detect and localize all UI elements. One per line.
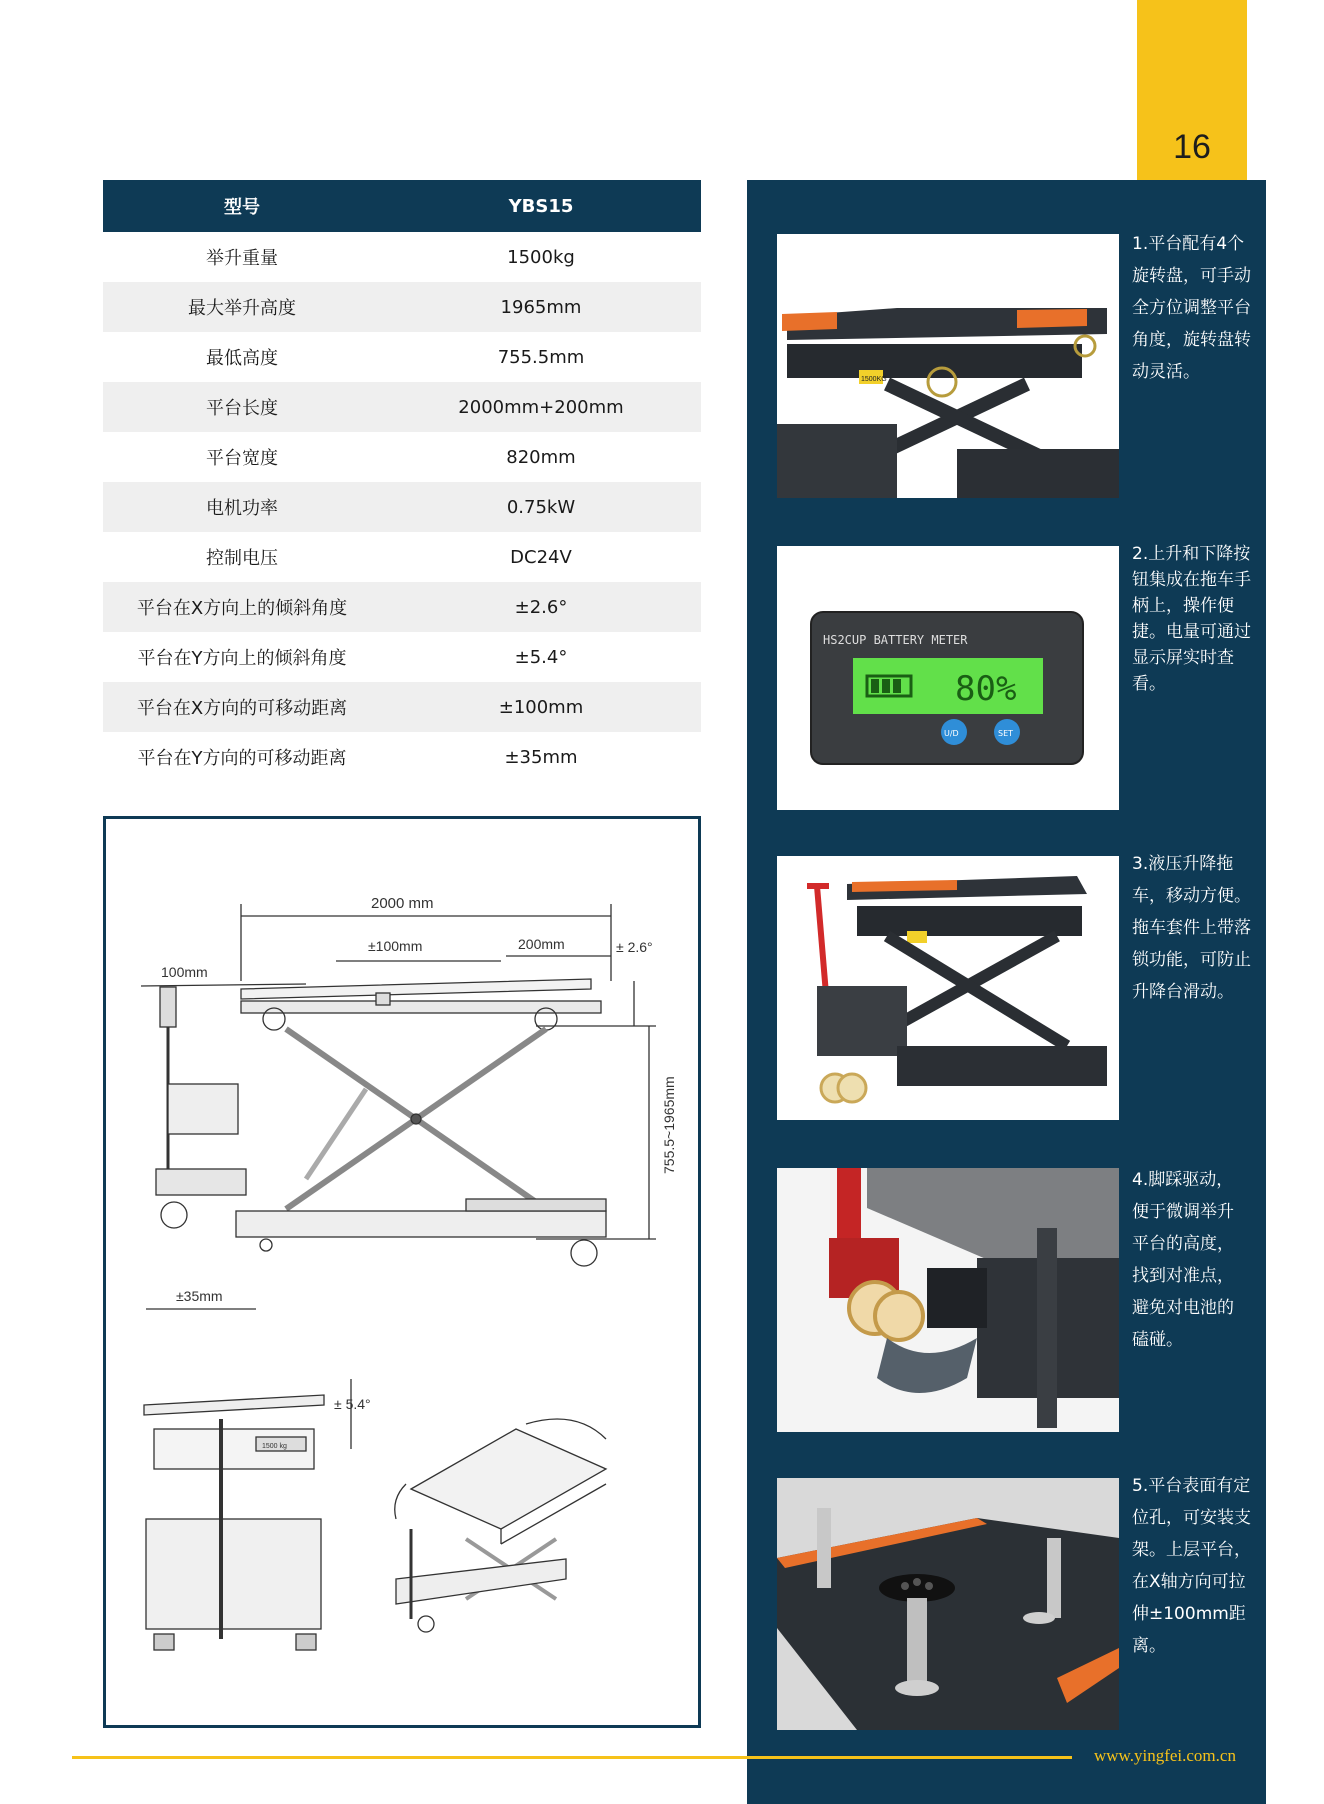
spec-label: 最低高度	[206, 348, 278, 369]
pallet-truck-body	[156, 1169, 246, 1195]
spec-label: 最大举升高度	[103, 282, 381, 332]
photo-battery-meter	[777, 546, 1119, 810]
button-ud: U/D	[944, 729, 959, 738]
table-row	[103, 582, 701, 632]
technical-drawing-svg	[106, 819, 698, 1725]
feature-text-2: 2.上升和下降按 钮集成在拖车手 柄上，操作便 捷。电量可通过 显示屏实时查 看。	[1132, 544, 1251, 694]
spec-table-header	[103, 180, 701, 232]
dim-length-label: 2000 mm	[371, 895, 434, 912]
battery-box	[168, 1084, 238, 1134]
photo-hydraulic-truck	[777, 856, 1119, 1120]
spec-label: 平台宽度	[206, 448, 278, 469]
front-wheel	[296, 1634, 316, 1650]
button-set: SET	[998, 729, 1014, 738]
table-row	[103, 332, 701, 382]
base-frame	[236, 1211, 606, 1237]
model-label: 型号	[103, 180, 381, 232]
base-wheel	[571, 1240, 597, 1266]
page-number: 16	[1173, 128, 1211, 166]
feature-text-5: 5.平台表面有定 位孔，可安装支 架。上层平台， 在X轴方向可拉 伸±100mm距 离。	[1132, 1476, 1251, 1656]
hydraulic-cylinder	[306, 1089, 366, 1179]
front-truck-body	[146, 1519, 321, 1629]
table-row	[103, 232, 701, 282]
spec-label: 平台在Y方向上的倾斜角度	[137, 648, 347, 669]
iso-wheel	[418, 1616, 434, 1632]
spec-value: 755.5mm	[497, 346, 585, 368]
spec-label: 平台在Y方向的可移动距离	[137, 748, 347, 769]
lower-platform	[241, 1001, 601, 1013]
platform-clamp	[376, 993, 390, 1005]
dim-height-label: 755.5~1965mm	[661, 1076, 677, 1174]
capacity-plate-text: 1500 kg	[262, 1443, 287, 1450]
scissor-pivot	[411, 1114, 421, 1124]
upper-platform	[241, 979, 591, 999]
feature-text-4: 4.脚踩驱动， 便于微调举升 平台的高度， 找到对准点， 避免对电池的 磕碰。	[1132, 1170, 1234, 1350]
dim-shift-x-label: ±100mm	[368, 938, 423, 954]
photo-platform-surface	[777, 1478, 1119, 1730]
feature-text-1: 1.平台配有4个 旋转盘，可手动 全方位调整平台 角度，旋转盘转 动灵活。	[1132, 234, 1251, 382]
model-value: YBS15	[381, 180, 701, 232]
spec-label: 平台在X方向上的倾斜角度	[103, 582, 381, 632]
table-row	[103, 282, 701, 332]
rotation-arrow	[395, 1484, 406, 1519]
spec-value: 0.75kW	[381, 482, 701, 532]
spec-label: 举升重量	[206, 248, 278, 269]
photo-label: 1500KG	[861, 376, 887, 383]
photo-foot-pedal	[777, 1168, 1119, 1432]
handle-grip	[160, 987, 176, 1027]
dim-tilt-y-label: ± 5.4°	[334, 1396, 371, 1412]
table-row	[103, 482, 701, 532]
spec-label: 电机功率	[103, 482, 381, 532]
dim-offset-label: 100mm	[161, 964, 208, 980]
iso-platform	[411, 1429, 606, 1529]
spec-value: 2000mm+200mm	[381, 382, 701, 432]
truck-wheel	[161, 1202, 187, 1228]
footer-rule	[72, 1756, 1072, 1759]
feature-text-3: 3.液压升降拖 车，移动方便。 拖车套件上带落 锁功能，可防止 升降台滑动。	[1132, 854, 1251, 1002]
battery-reading: 80%	[955, 669, 1017, 709]
dim-line-offset	[141, 984, 306, 986]
spec-value: ±100mm	[381, 682, 701, 732]
spec-label: 平台长度	[103, 382, 381, 432]
table-row	[103, 432, 701, 482]
rotation-arrow	[526, 1419, 606, 1439]
spec-value: ±35mm	[504, 746, 578, 768]
table-row	[103, 632, 701, 682]
footer-url[interactable]: www.yingfei.com.cn	[1094, 1746, 1236, 1765]
base-rail	[466, 1199, 606, 1211]
dim-tilt-x-label: ± 2.6°	[616, 939, 653, 955]
spec-value: DC24V	[510, 546, 572, 568]
table-row	[103, 682, 701, 732]
spec-label: 平台在X方向的可移动距离	[103, 682, 381, 732]
spec-table	[103, 180, 701, 782]
spec-value: 1500kg	[507, 246, 575, 268]
photo-rotating-plates	[777, 234, 1119, 498]
dim-extension-label: 200mm	[518, 936, 565, 952]
front-platform	[144, 1395, 324, 1415]
iso-base	[396, 1559, 566, 1604]
spec-value: 820mm	[506, 446, 576, 468]
table-row	[103, 532, 701, 582]
table-row	[103, 382, 701, 432]
battery-meter-title: HS2CUP BATTERY METER	[823, 633, 968, 647]
spec-label: 控制电压	[206, 548, 278, 569]
technical-drawing	[103, 816, 701, 1728]
front-wheel	[154, 1634, 174, 1650]
dim-shift-y-label: ±35mm	[176, 1288, 223, 1304]
spec-value: ±2.6°	[381, 582, 701, 632]
spec-value: ±5.4°	[514, 646, 568, 668]
spec-value: 1965mm	[381, 282, 701, 332]
base-wheel	[260, 1239, 272, 1251]
table-row	[103, 732, 701, 782]
